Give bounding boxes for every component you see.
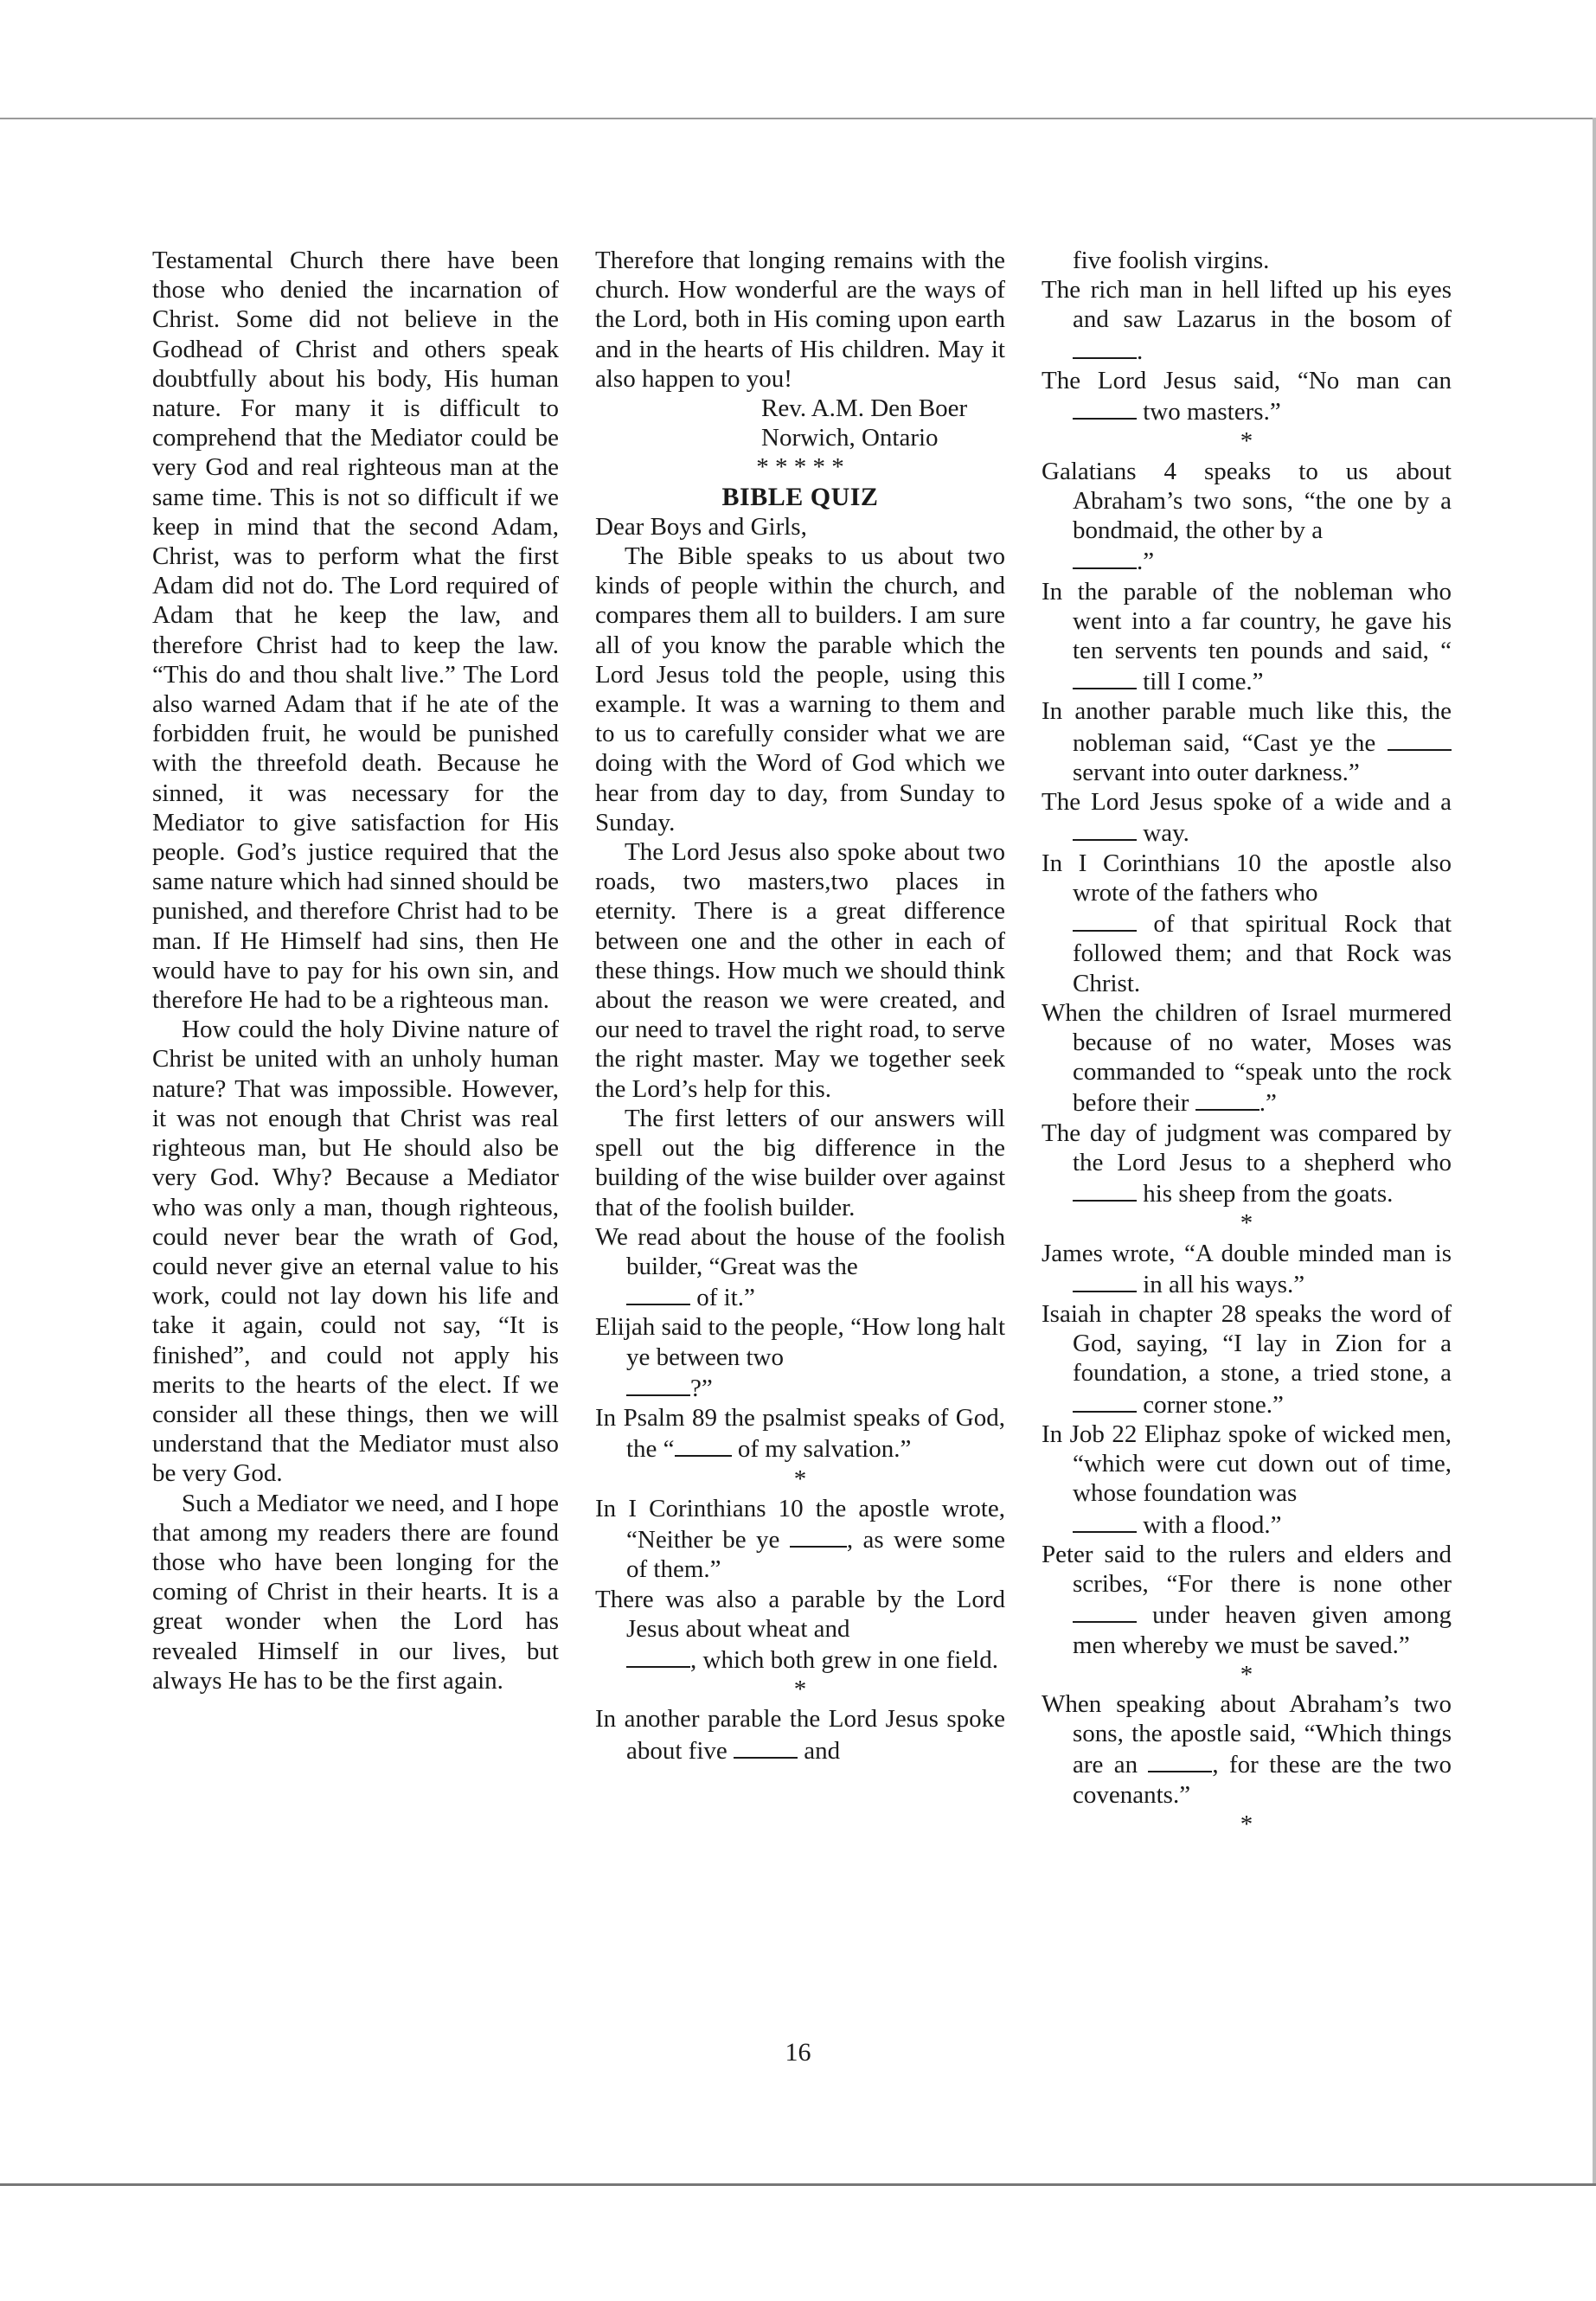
author-location: Norwich, Ontario [761, 424, 939, 452]
quiz-question: The rich man in hell lifted up his eyes and saw Lazarus in the bosom of . [1042, 276, 1452, 365]
answer-blank [1073, 335, 1137, 359]
quiz-question: Peter said to the rulers and elders and scribes, “For there is none other under heaven given among men whereby we must be saved.” [1042, 1540, 1452, 1659]
question-separator-star: * [1240, 1660, 1253, 1689]
answer-blank [1073, 1388, 1137, 1413]
answer-blank [1073, 907, 1137, 932]
quiz-question: The day of judgment was compared by the Lord Jesus to a shepherd who his sheep from the goats. [1042, 1118, 1452, 1208]
answer-blank [1073, 1268, 1137, 1292]
quiz-question: In another parable much like this, the nobleman said, “Cast ye the servant into outer darkness.” [1042, 697, 1452, 786]
answer-blank [1073, 1509, 1137, 1533]
answer-blank [1195, 1086, 1259, 1111]
answer-blank [1148, 1748, 1212, 1772]
question-separator-star: * [1240, 1810, 1253, 1838]
quiz-heading: BIBLE QUIZ [721, 482, 879, 511]
page-edge [1593, 118, 1596, 2185]
answer-blank [1073, 545, 1137, 569]
quiz-question: In Job 22 Eliphaz spoke of wicked men, “which were cut down out of time, whose foundation was with a flood.” [1042, 1420, 1452, 1539]
quiz-question: There was also a parable by the Lord Jesus about wheat and , which both grew in one field. [595, 1585, 1005, 1675]
quiz-question: The Lord Jesus spoke of a wide and a way. [1042, 788, 1452, 848]
quiz-question: Elijah said to the people, “How long halt ye between two ?” [595, 1313, 1005, 1402]
quiz-question: We read about the house of the foolish builder, “Great was the of it.” [595, 1222, 1005, 1312]
article-paragraph: Therefore that longing remains with the church. How wonderful are the ways of the Lord, both in His coming upon earth and in the hearts of His children. May it also happen to you! [595, 247, 1005, 393]
answer-blank [1388, 727, 1452, 751]
answer-blank [1073, 817, 1137, 841]
quiz-question: In Psalm 89 the psalmist speaks of God, the “ of my salvation.” [595, 1404, 1005, 1464]
question-separator-star: * [1240, 1209, 1253, 1238]
quiz-question: In another parable the Lord Jesus spoke about five and [595, 1705, 1005, 1765]
question-separator-star: * [793, 1676, 807, 1704]
quiz-question-continued: five foolish virgins. [1073, 247, 1270, 274]
quiz-question: Galatians 4 speaks to us about Abraham’s two sons, “the one by a bondmaid, the other by a .” [1042, 457, 1452, 576]
answer-blank [626, 1372, 690, 1396]
quiz-salutation: Dear Boys and Girls, [595, 512, 807, 541]
answer-blank [626, 1644, 690, 1668]
quiz-intro-paragraph: The Bible speaks to us about two kinds of people within the church, and compares them all to builders. I am sure all of you know the parable which the Lord Jesus told the people, using this example. It was a warning to them and to us to carefully consider what we are doing with the Word of God which we hear from day to day, from Sunday to Sunday. [595, 542, 1005, 836]
answer-blank [1073, 1177, 1137, 1202]
question-separator-star: * [793, 1465, 807, 1493]
quiz-intro-paragraph: The Lord Jesus also spoke about two roads, two masters,two places in eternity. There is a great difference between one and the other in each of these things. How much we should think about the reason we were created, and our need to travel the right road, to serve the right master. May we together seek the Lord’s help for this. [595, 838, 1005, 1103]
author-name: Rev. A.M. Den Boer [761, 394, 968, 423]
answer-blank [734, 1734, 798, 1759]
quiz-question: In I Corinthians 10 the apostle wrote, “Neither be ye , as were some of them.” [595, 1494, 1006, 1584]
article-paragraph: How could the holy Divine nature of Christ be united with an unholy human nature? That was impossible. However, it was not enough that Christ was real righteous man, but He should also be very God. Why? Because a Mediator who was only a man, though righteous, could never bear the wrath of God, could never give an eternal value to his work, could not lay down his life and take it again, could not say, “It is finished”, and could not apply his merits to the hearts of the elect. If we consider all these things, then we will understand that the Mediator must also be very God. [152, 1016, 559, 1488]
column-2 [595, 246, 1005, 1766]
section-divider-stars: * * * * * [756, 453, 844, 482]
article-paragraph: Such a Mediator we need, and I hope that among my readers there are found those who have been longing for the coming of Christ in their hearts. It is a great wonder when the Lord has revealed Himself in our lives, but always He has to be the first again. [152, 1489, 559, 1695]
quiz-question: In I Corinthians 10 the apostle also wrote of the fathers who of that spiritual Rock that followed them; and that Rock was Christ. [1042, 849, 1452, 997]
quiz-question: When speaking about Abraham’s two sons, the apostle said, “Which things are an , for these are the two covenants.” [1042, 1689, 1452, 1809]
quiz-question: When the children of Israel murmered because of no water, Moses was commanded to “speak unto the rock before their .” [1042, 998, 1452, 1118]
answer-blank [626, 1281, 690, 1305]
quiz-question: The Lord Jesus said, “No man can two masters.” [1042, 366, 1452, 426]
column-1 [152, 246, 559, 1695]
quiz-question: James wrote, “A double minded man is in all his ways.” [1042, 1239, 1452, 1298]
question-separator-star: * [1240, 427, 1253, 456]
answer-blank [1073, 1599, 1137, 1623]
top-rule [0, 118, 1596, 119]
answer-blank [790, 1523, 847, 1548]
column-3 [1042, 246, 1452, 1839]
answer-blank [1073, 395, 1137, 420]
quiz-question: In the parable of the nobleman who went into a far country, he gave his ten servents ten pounds and said, “ till I come.” [1042, 577, 1452, 696]
answer-blank [675, 1433, 732, 1457]
quiz-question: Isaiah in chapter 28 speaks the word of God, saying, “I lay in Zion for a foundation, a stone, a tried stone, a corner stone.” [1042, 1300, 1452, 1419]
page-number: 16 [785, 2038, 811, 2067]
bottom-rule [0, 2183, 1596, 2186]
article-paragraph: Testamental Church there have been those who denied the incarnation of Christ. Some did not believe in the Godhead of Christ and others speak doubtfully about his body, His human nature. For many it is difficult to comprehend that the Mediator could be very God and real righteous man at the same time. This is not so difficult if we keep in mind that the second Adam, Christ, was to perform what the first Adam did not do. The Lord required of Adam that he keep the law, and therefore Christ had to keep the law. “This do and thou shalt live.” The Lord also warned Adam that if he ate of the forbidden fruit, he would be punished with the threefold death. Because he sinned, it was necessary for the Mediator to give satisfaction for His people. God’s justice required that the same nature which had sinned should be punished, and therefore Christ had to be man. If He Himself had sins, then He would have to pay for his own sin, and therefore He had to be a righteous man. [152, 247, 559, 1015]
answer-blank [1073, 665, 1137, 689]
quiz-intro-paragraph: The first letters of our answers will spell out the big difference in the building of the wise builder over against that of the foolish builder. [595, 1104, 1005, 1221]
